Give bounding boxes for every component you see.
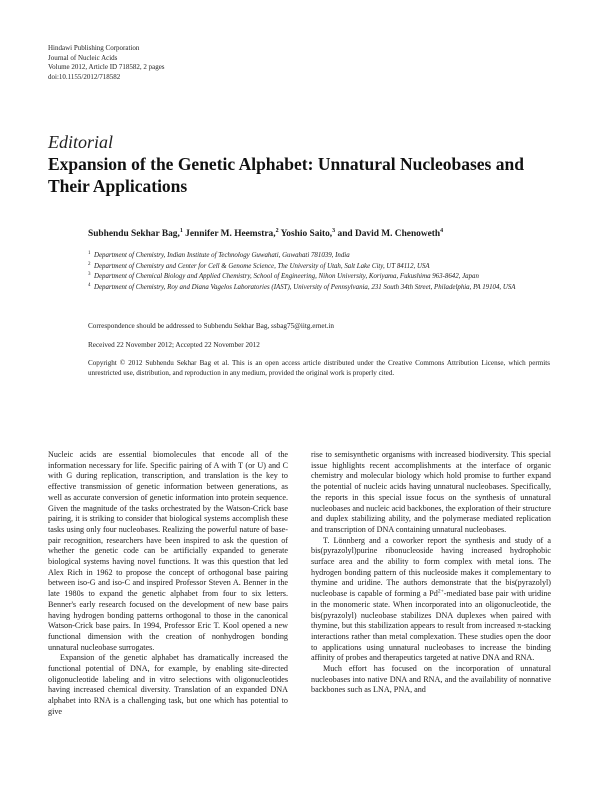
affiliation-text: Department of Chemistry and Center for Cell & Genome Science, The University of Utah, Salt Lake City, UT 84112, USA (94, 262, 430, 270)
affiliation (88, 262, 548, 273)
affiliation-number: 2 (88, 261, 91, 267)
body-column-left (48, 450, 288, 718)
ion-charge: 2+ (437, 588, 444, 595)
author-2: Jennifer M. Heemstra, (182, 229, 276, 240)
affiliation (88, 272, 548, 283)
affiliation-text: Department of Chemistry, Roy and Diana Vagelos Laboratories (IAST), University of Pennsylvania, 231 South 34th Street, Philadelphia, PA 19104, USA (94, 284, 516, 292)
author-3: Yoshio Saito, (278, 229, 333, 240)
author-2-affil: 2 (275, 228, 279, 234)
affiliation-number: 3 (88, 272, 91, 278)
section-label: Editorial (48, 132, 114, 152)
article-title: Expansion of the Genetic Alphabet: Unnatural Nucleobases and Their Applications (48, 154, 524, 196)
publisher: Hindawi Publishing Corporation (48, 44, 140, 52)
paragraph: Much effort has focused on the incorporation of unnatural nucleobases into native DNA and RNA, and the availability of nonnative backbones such as LNA, PNA, and (311, 664, 551, 695)
affiliation-number: 1 (88, 251, 91, 256)
author-list (88, 228, 443, 239)
affiliation (88, 283, 548, 294)
author-4-affil: 4 (440, 228, 444, 234)
paragraph-part: -mediated base pair with uridine in the monomeric state. When incorporated into an oligonucleotide, the bis(pyrazolyl) nucleobase stabilizes DNA duplexes when paired with thymine, but this stabilization appears to result from increased π-stacking interactions rather than metal complexation. These studies open the door to applications using unnatural nucleobases to increase the binding affinity of probes and therapeutics targeted at native DNA and RNA. (311, 589, 551, 663)
correspondence: Correspondence should be addressed to Subhendu Sekhar Bag, ssbag75@iitg.ernet.in (88, 322, 334, 330)
volume-info: Volume 2012, Article ID 718582, 2 pages (48, 63, 165, 71)
body-column-right (311, 450, 551, 696)
paragraph: Nucleic acids are essential biomolecules that encode all of the information necessary for life. Specific pairing of A with T (or U) and C with G during replication, transcription, and translation is the key to effective transmission of genetic information between generations, as well as accurate conversion of genetic information into protein sequence. Given the magnitude of the tasks orchestrated by the Watson-Crick base pairing, it is striking to consider that biological systems accomplish these tasks using only four nucleobases. Realizing the powerful nature of base-pair recognition, researchers have been inspired to ask the question of whether the genetic code can be artificially expanded to generate biological systems having novel functions. It was this question that led Alex Rich in 1962 to propose the concept of orthogonal base pairing between iso-G and iso-C and inspired Professor Steven A. Benner in the late 1980s to expand the genetic alphabet from four to six letters. Benner's early research focused on the development of new base pairs having hydrogen bonding patterns orthogonal to those in the canonical Watson-Crick base pairs. In 1994, Professor Eric T. Kool opened a new functional dimension with the creation of nonhydrogen bonding unnatural nucleobase surrogates. (48, 450, 288, 652)
article-dates: Received 22 November 2012; Accepted 22 November 2012 (88, 341, 260, 349)
paragraph-part: T. Lönnberg and a coworker report the synthesis and study of a bis(pyrazolyl)purine ribonucleoside having increased hydrophobic surface area and the ability to form complex with metal ions. The hydrogen bonding pattern of this nucleoside makes it complementary to thymine and uridine. The authors demonstrate that the bis(pyrazolyl) nucleobase is capable of forming a Pd (311, 535, 551, 599)
paragraph (311, 536, 551, 664)
journal-name: Journal of Nucleic Acids (48, 53, 118, 62)
author-1-affil: 1 (179, 228, 183, 234)
paragraph: Expansion of the genetic alphabet has dramatically increased the functional potential of DNA, for example, by enabling site-directed oligonucleotide labeling and in vitro selections with oligonucleotides having increased chemical diversity. Translation of an expanded DNA alphabet into RNA is a challenging task, but one which has potential to give (48, 653, 288, 716)
affiliation-text: Department of Chemistry, Indian Institute of Technology Guwahati, Guwahati 781039, India (94, 252, 350, 259)
author-3-affil: 3 (332, 228, 336, 234)
author-4: and David M. Chenoweth (335, 229, 441, 240)
journal-header (48, 44, 165, 82)
affiliations (88, 251, 548, 294)
affiliation-number: 4 (88, 283, 91, 289)
affiliation (88, 251, 548, 262)
affiliation-text: Department of Chemical Biology and Applied Chemistry, School of Engineering, Nihon University, Koriyama, Fukushima 963-8642, Japan (94, 273, 479, 281)
author-1: Subhendu Sekhar Bag, (88, 229, 180, 240)
doi[interactable]: doi:10.1155/2012/718582 (48, 72, 121, 81)
paragraph: rise to semisynthetic organisms with increased biodiversity. This special issue highlights recent accomplishments at the interface of organic chemistry and molecular biology which hold promise to further expand the potential of nucleic acids having unnatural nucleobases. Specifically, the reports in this special issue focus on the synthesis of unnatural nucleobases and nucleic acid backbones, the exploration of their structure and duplex stabilizing ability, and the polymerase mediated replication and transcription of DNA containing unnatural nucleobases. (311, 450, 551, 534)
copyright-notice: Copyright © 2012 Subhendu Sekhar Bag et al. This is an open access article distributed under the Creative Commons Attribution License, which permits unrestricted use, distribution, and reproduction in any medium, provided the original work is properly cited. (88, 359, 550, 378)
